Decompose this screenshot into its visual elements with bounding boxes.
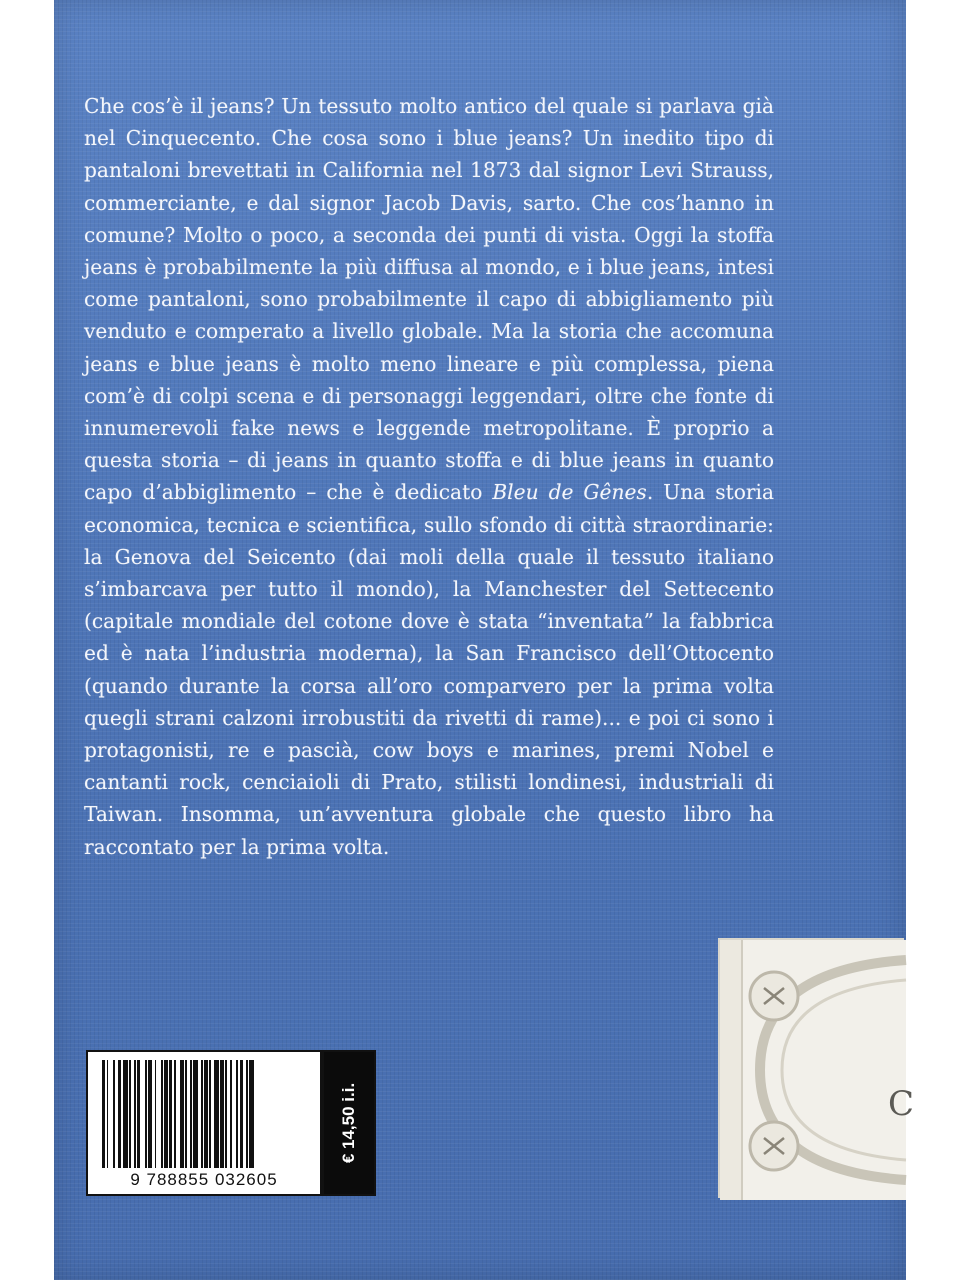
barcode-bar (118, 1060, 121, 1168)
barcode-bar (249, 1060, 254, 1168)
blurb-text-part-1: Che cos’è il jeans? Un tessuto molto antico del quale si parlava già nel Cinquecento. Che cosa sono i blue jeans? Un inedito tipo di pantaloni brevettati in California nel 1873 dal signor Levi Strauss, commerciante, e dal signor Jacob Davis, sarto. Che cos’hanno in comune? Molto o poco, a seconda dei punti di vista. Oggi la stoffa jeans è probabilmente la più diffusa al mondo, e i blue jeans, intesi come pantaloni, sono probabilmente il capo di abbigliamento più venduto e comperato a livello globale. Ma la storia che accomuna jeans e blue jeans è molto meno lineare e più complessa, piena com’è di colpi scena e di personaggi leggendari, oltre che fonte di innumerevoli fake news e leggende metropolitane. È proprio a questa storia – di jeans in quanto stoffa e di blue jeans in quanto capo d’abbiglimento – che è dedicato (84, 94, 774, 505)
barcode-bar (113, 1060, 115, 1168)
barcode-bar (230, 1060, 232, 1168)
barcode-bar (134, 1060, 136, 1168)
barcode-bar (240, 1060, 243, 1168)
logo-glyph: C (888, 1084, 915, 1124)
publisher-emblem-icon (720, 940, 915, 1200)
barcode-bar (246, 1060, 248, 1168)
price-text: € 14,50 i.i. (339, 1082, 358, 1164)
barcode-bar (145, 1060, 147, 1168)
barcode-bar (220, 1060, 223, 1168)
barcode-bar (204, 1060, 207, 1168)
barcode-bar (102, 1060, 105, 1168)
barcode-bar (169, 1060, 172, 1168)
barcode-bar (129, 1060, 131, 1168)
barcode-bar (190, 1060, 192, 1168)
barcode-bar (214, 1060, 219, 1168)
price-label (322, 1050, 376, 1196)
barcode-bar (180, 1060, 183, 1168)
barcode-bar (201, 1060, 203, 1168)
barcode-bar (209, 1060, 211, 1168)
barcode-bar (148, 1060, 151, 1168)
barcode-bar (107, 1060, 109, 1168)
barcode-bar (185, 1060, 187, 1168)
blurb-book-title: Bleu de Gênes (492, 480, 647, 505)
barcode-bar (193, 1060, 198, 1168)
isbn-number: 9 788855 032605 (130, 1170, 278, 1189)
barcode-bar (161, 1060, 163, 1168)
barcode-bar (137, 1060, 140, 1168)
barcode-bar (174, 1060, 176, 1168)
barcode-bar (225, 1060, 227, 1168)
barcode-bar (236, 1060, 238, 1168)
barcode-bar (164, 1060, 167, 1168)
barcode-bar (155, 1060, 157, 1168)
barcode-bar (123, 1060, 128, 1168)
blurb-paragraph (84, 90, 774, 863)
blurb-text-part-2: . Una storia economica, tecnica e scientifica, sullo sfondo di città straordinarie: la Genova del Seicento (dai moli della quale il tessuto italiano s’imbarcava per tutto il mondo), la Manchester del Settecento (capitale mondiale del cotone dove è stata “inventata” la fabbrica ed è nata l’industria moderna), la San Francisco dell’Ottocento (quando durante la corsa all’oro comparvero per la prima volta quegli strani calzoni irrobustiti da rivetti di rame)... e poi ci sono i protagonisti, re e pascià, cow boys e marines, premi Nobel e cantanti rock, cenciaioli di Prato, stilisti londinesi, industriali di Taiwan. Insomma, un’avventura globale che questo libro ha raccontato per la prima volta. (84, 480, 775, 859)
barcode-bars (102, 1060, 316, 1168)
back-cover-blurb (84, 90, 774, 863)
isbn-barcode (86, 1050, 322, 1196)
publisher-logo-card (718, 938, 915, 1198)
